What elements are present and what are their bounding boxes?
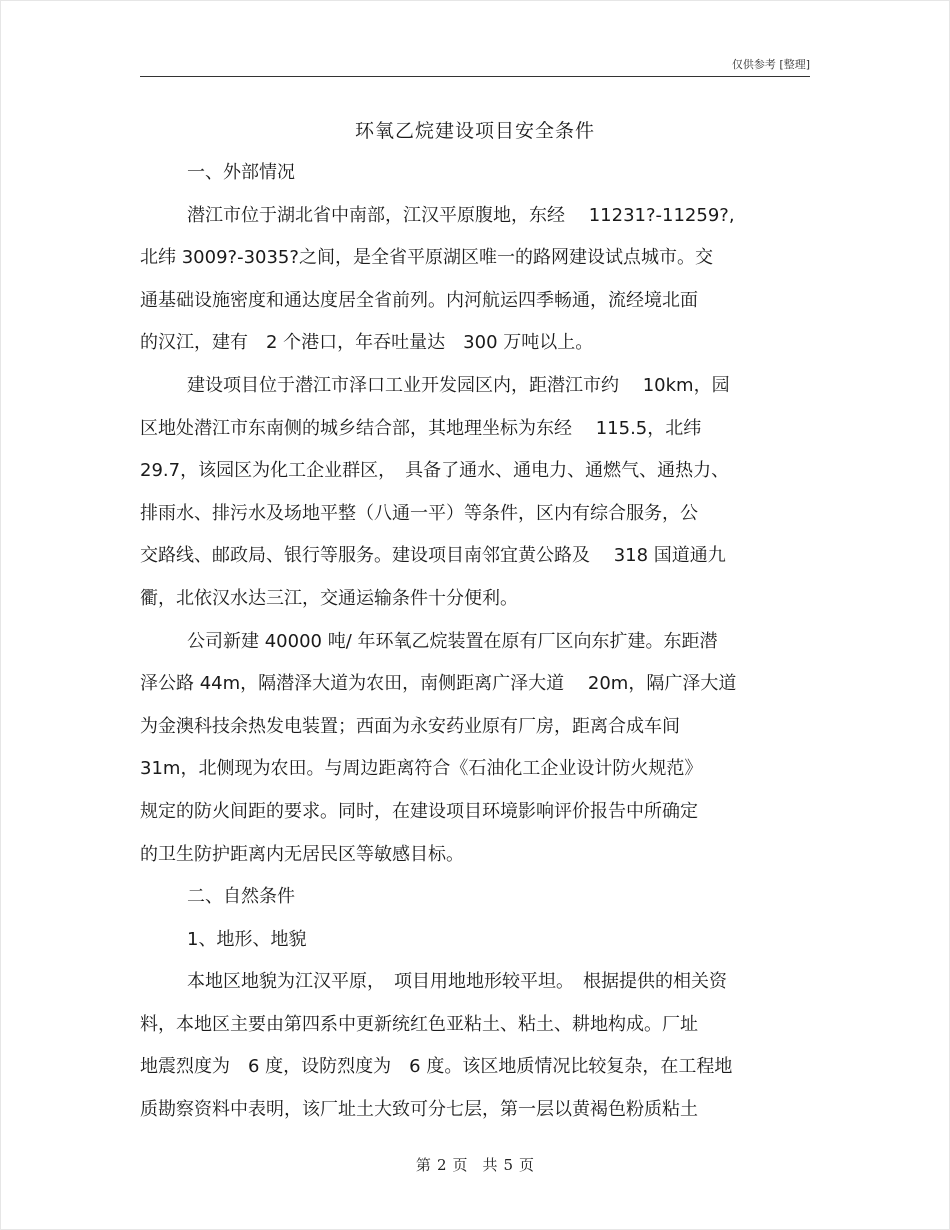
text-line: 北纬 3009?-3035?之间，是全省平原湖区唯一的路网建设试点城市。交 — [140, 247, 713, 269]
text-line: 泽公路 44m，隔潜泽大道为农田，南侧距离广泽大道 20m，隔广泽大道 — [140, 673, 737, 695]
page-footer — [0, 1154, 950, 1175]
text-line: 地震烈度为 6 度，设防烈度为 6 度。该区地质情况比较复杂，在工程地 — [140, 1056, 733, 1078]
footer-middle: 页 共 — [452, 1156, 498, 1174]
text-line: 衢，北依汉水达三江，交通运输条件十分便利。 — [140, 587, 518, 609]
footer-suffix: 页 — [519, 1156, 535, 1174]
text-line: 潜江市位于湖北省中南部，江汉平原腹地，东经 11231?-11259?, — [187, 204, 735, 226]
text-line: 为金澳科技余热发电装置；西面为永安药业原有厂房，距离合成车间 — [140, 715, 680, 737]
text-line: 1、地形、地貌 — [187, 928, 307, 950]
text-line: 二、自然条件 — [187, 886, 295, 908]
text-line: 的汉江，建有 2 个港口，年吞吐量达 300 万吨以上。 — [140, 332, 594, 354]
footer-prefix: 第 — [415, 1156, 431, 1174]
text-line: 区地处潜江市东南侧的城乡结合部，其地理坐标为东经 115.5，北纬 — [140, 417, 702, 439]
header-rule — [140, 76, 810, 77]
text-line: 规定的防火间距的要求。同时，在建设项目环境影响评价报告中所确定 — [140, 800, 698, 822]
text-line: 31m，北侧现为农田。与周边距离符合《石油化工企业设计防火规范》 — [140, 758, 703, 780]
header-note: 仅供参考 [整理] — [731, 58, 810, 71]
text-line: 通基础设施密度和通达度居全省前列。内河航运四季畅通，流经境北面 — [140, 289, 698, 311]
text-line: 的卫生防护距离内无居民区等敏感目标。 — [140, 843, 464, 865]
text-line: 料，本地区主要由第四系中更新统红色亚粘土、粘土、耕地构成。厂址 — [140, 1013, 698, 1035]
text-line: 质勘察资料中表明，该厂址土大致可分七层，第一层以黄褐色粉质粘土 — [140, 1099, 698, 1121]
text-line: 一、外部情况 — [187, 162, 295, 183]
text-line: 交路线、邮政局、银行等服务。建设项目南邻宜黄公路及 318 国道通九 — [140, 545, 726, 567]
text-line: 排雨水、排污水及场地平整（八通一平）等条件，区内有综合服务，公 — [140, 502, 698, 524]
footer-page-number: 2 — [436, 1156, 447, 1174]
text-line: 建设项目位于潜江市泽口工业开发园区内，距潜江市约 10km，园 — [187, 374, 730, 396]
text-line: 29.7，该园区为化工企业群区， 具备了通水、通电力、通燃气、通热力、 — [140, 460, 730, 482]
footer-total-pages: 5 — [503, 1156, 514, 1174]
text-line: 公司新建 40000 吨/ 年环氧乙烷装置在原有厂区向东扩建。东距潜 — [187, 630, 718, 652]
text-line: 本地区地貌为江汉平原， 项目用地地形较平坦。 根据提供的相关资 — [187, 971, 727, 993]
document-body — [140, 152, 810, 1132]
document-title: 环氧乙烷建设项目安全条件 — [354, 120, 595, 142]
